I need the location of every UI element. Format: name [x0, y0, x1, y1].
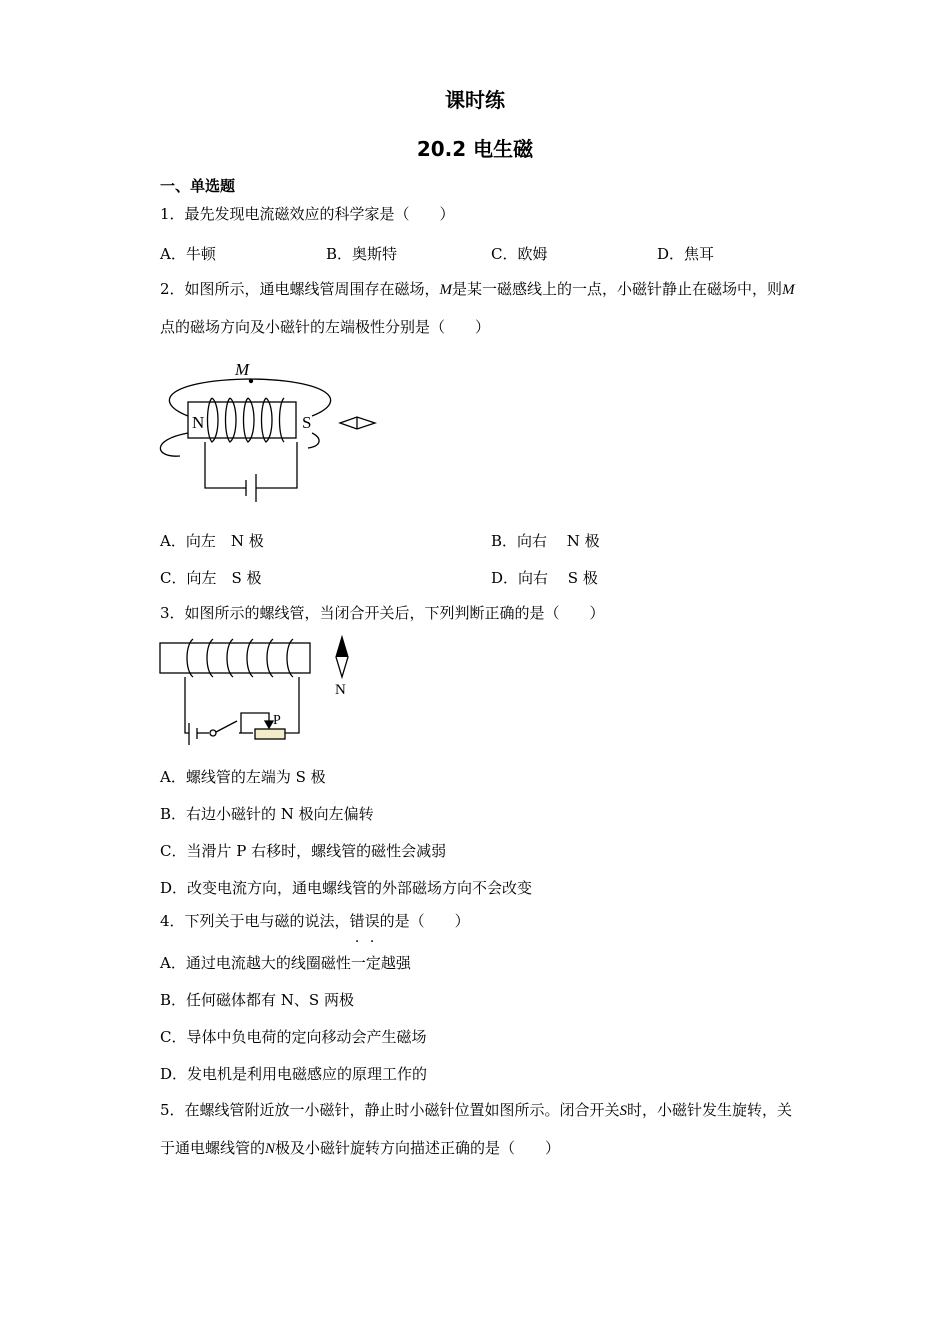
label-m: M	[235, 360, 250, 379]
q3-option-b: B．右边小磁针的 N 极向左偏转	[160, 805, 374, 823]
question-1-stem: 1．最先发现电流磁效应的科学家是（ ）	[160, 205, 455, 223]
label-n: N	[192, 413, 205, 432]
q4-option-c: C．导体中负电荷的定向移动会产生磁场	[160, 1028, 427, 1046]
q2-option-c: C．向左 S 极	[160, 569, 262, 587]
field-line-left	[160, 433, 188, 456]
question-5-stem: 5．在螺线管附近放一小磁针，静止时小磁针位置如图所示。闭合开关S时，小磁针发生旋转，关于通电螺线管的N极及小磁针旋转方向描述正确的是（ ）	[160, 1101, 793, 1157]
section-heading-single-choice: 一、单选题	[160, 177, 236, 195]
field-line-right	[308, 433, 319, 448]
q1-option-d: D．焦耳	[657, 245, 715, 263]
lesson-title: 20.2 电生磁	[416, 137, 534, 161]
q1-option-a: A．牛顿	[160, 245, 216, 263]
q3-solenoid-circuit-figure	[155, 633, 365, 753]
label-s: S	[302, 413, 312, 432]
q2-option-b: B．向右 N 极	[491, 532, 600, 550]
q3-option-c: C．当滑片 P 右移时，螺线管的磁性会减弱	[160, 842, 447, 860]
label-n: N	[335, 682, 346, 698]
document-title: 课时练	[445, 88, 505, 112]
label-p: P	[273, 713, 281, 728]
q4-option-d: D．发电机是利用电磁感应的原理工作的	[160, 1065, 428, 1083]
rheostat	[255, 729, 285, 739]
q4-option-a: A．通过电流越大的线圈磁性一定越强	[160, 954, 411, 972]
q2-option-a: A．向左 N 极	[160, 532, 264, 550]
question-3-stem: 3．如图所示的螺线管，当闭合开关后，下列判断正确的是（ ）	[160, 604, 605, 622]
field-line-top	[169, 379, 330, 416]
q3-option-d: D．改变电流方向，通电螺线管的外部磁场方向不会改变	[160, 879, 533, 897]
q2-option-d: D．向右 S 极	[491, 569, 598, 587]
q1-option-b: B．奥斯特	[326, 245, 398, 263]
point-m-dot	[249, 379, 253, 383]
question-2-stem: 2．如图所示，通电螺线管周围存在磁场，M是某一磁感线上的一点，小磁针静止在磁场中，则M点的磁场方向及小磁针的左端极性分别是（ ）	[160, 280, 795, 336]
q3-option-a: A．螺线管的左端为 S 极	[160, 768, 326, 786]
q2-solenoid-figure	[150, 356, 390, 506]
q1-option-c: C．欧姆	[491, 245, 548, 263]
question-4-stem: 4．下列关于电与磁的说法，错误的是（ ）	[160, 912, 470, 930]
q4-option-b: B．任何磁体都有 N、S 两极	[160, 991, 354, 1009]
